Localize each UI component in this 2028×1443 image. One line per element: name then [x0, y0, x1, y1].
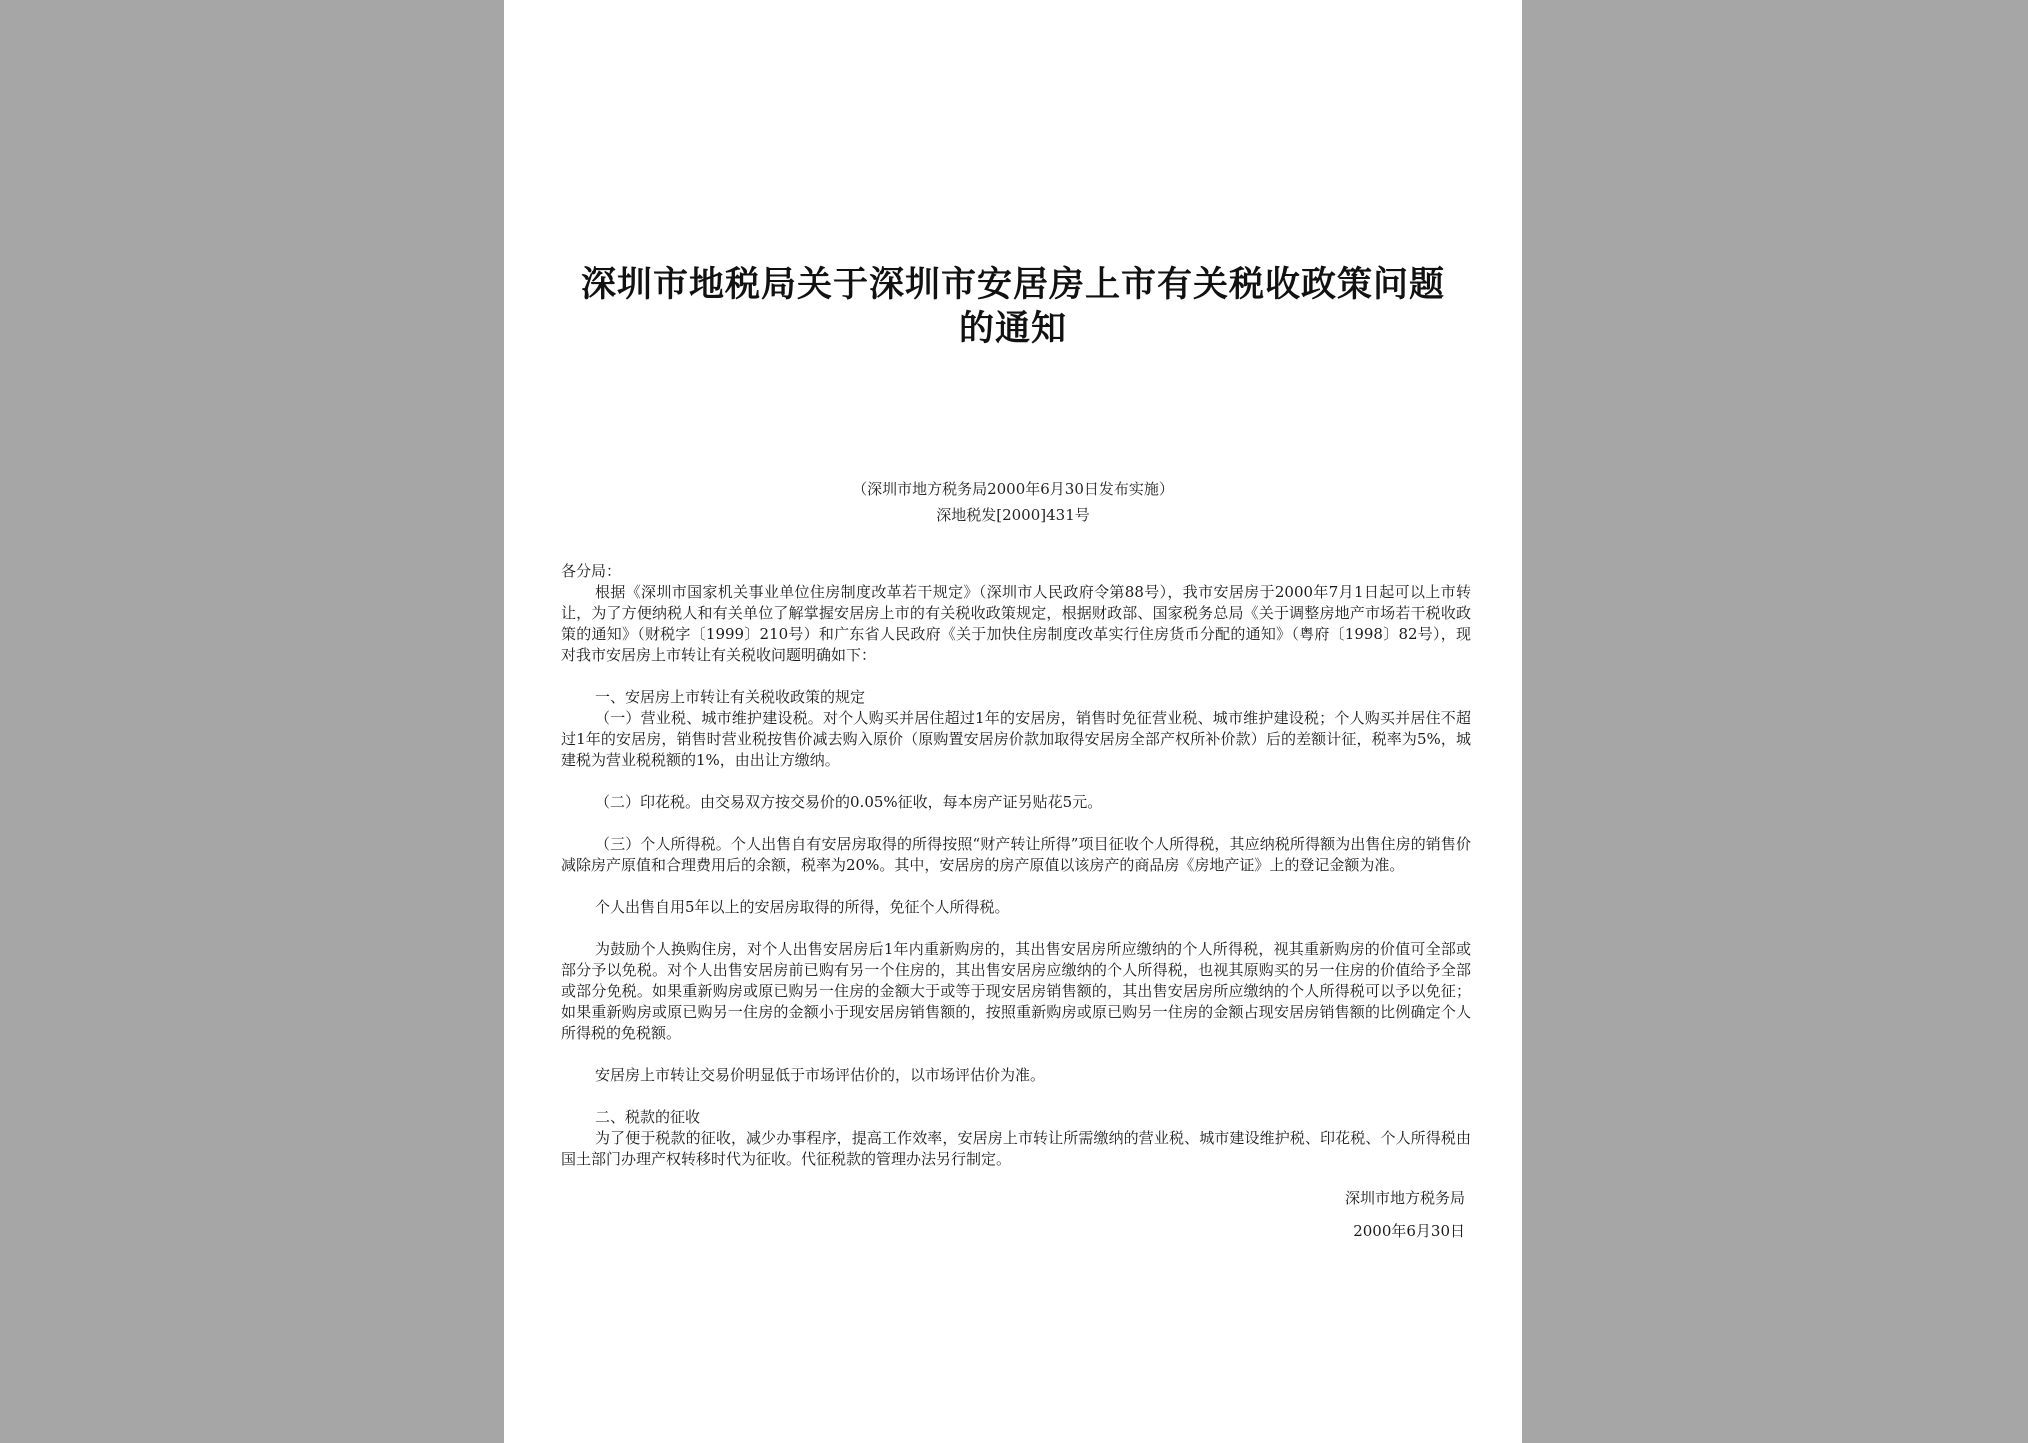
section-1-heading: 一、安居房上市转让有关税收政策的规定	[595, 688, 866, 706]
document-number: 深地税发[2000]431号	[936, 506, 1090, 524]
exemption-paragraph: 个人出售自用5年以上的安居房取得的所得，免征个人所得税。	[595, 898, 1010, 916]
item-1-paragraph: （一）营业税、城市维护建设税。对个人购买并居住超过1年的安居房，销售时免征营业税、城市维护建设税；个人购买并居住不超过1年的安居房，销售时营业税按售价减去购入原价（原购置安居房价款加取得安居房全部产权所补价款）后的差额计征，税率为5%，城建税为营业税税额的1%，由出让方缴纳。	[561, 709, 1471, 769]
section-2-heading: 二、税款的征收	[595, 1108, 701, 1126]
collection-paragraph: 为了便于税款的征收，减少办事程序，提高工作效率，安居房上市转让所需缴纳的营业税、城市建设维护税、印花税、个人所得税由国土部门办理产权转移时代为征收。代征税款的管理办法另行制定。	[561, 1129, 1471, 1168]
issuer-note: （深圳市地方税务局2000年6月30日发布实施）	[852, 480, 1174, 498]
encouragement-paragraph: 为鼓励个人换购住房，对个人出售安居房后1年内重新购房的，其出售安居房所应缴纳的个人所得税，视其重新购房的价值可全部或部分予以免税。对个人出售安居房前已购有另一个住房的，其出售安居房应缴纳的个人所得税，也视其原购买的另一住房的价值给予全部或部分免税。如果重新购房或原已购另一住房的金额大于或等于现安居房销售额的，其出售安居房所应缴纳的个人所得税可以予以免征；如果重新购房或原已购另一住房的金额小于现安居房销售额的，按照重新购房或原已购另一住房的金额占现安居房销售额的比例确定个人所得税的免税额。	[561, 940, 1471, 1042]
low-price-paragraph: 安居房上市转让交易价明显低于市场评估价的，以市场评估价为准。	[595, 1066, 1046, 1084]
document-title	[544, 263, 1482, 351]
item-3-paragraph: （三）个人所得税。个人出售自有安居房取得的所得按照“财产转让所得”项目征收个人所得税，其应纳税所得额为出售住房的销售价减除房产原值和合理费用后的余额，税率为20%。其中，安居房的房产原值以该房产的商品房《房地产证》上的登记金额为准。	[561, 835, 1471, 874]
signing-date: 2000年6月30日	[1353, 1222, 1465, 1240]
title-line-2: 的通知	[958, 308, 1067, 349]
item-2-paragraph: （二）印花税。由交易双方按交易价的0.05%征收，每本房产证另贴花5元。	[595, 793, 1103, 811]
salutation: 各分局：	[561, 562, 622, 580]
document-body	[561, 561, 1471, 1170]
signer: 深圳市地方税务局	[1344, 1189, 1465, 1207]
intro-paragraph: 根据《深圳市国家机关事业单位住房制度改革若干规定》（深圳市人民政府令第88号），我市安居房于2000年7月1日起可以上市转让，为了方便纳税人和有关单位了解掌握安居房上市的有关税收政策规定，根据财政部、国家税务总局《关于调整房地产市场若干税收政策的通知》（财税字〔1999〕210号）和广东省人民政府《关于加快住房制度改革实行住房货币分配的通知》（粤府〔1998〕82号），现对我市安居房上市转让有关税收问题明确如下：	[561, 583, 1471, 664]
title-line-1: 深圳市地税局关于深圳市安居房上市有关税收政策问题	[580, 264, 1445, 305]
document-page	[504, 0, 1522, 1443]
